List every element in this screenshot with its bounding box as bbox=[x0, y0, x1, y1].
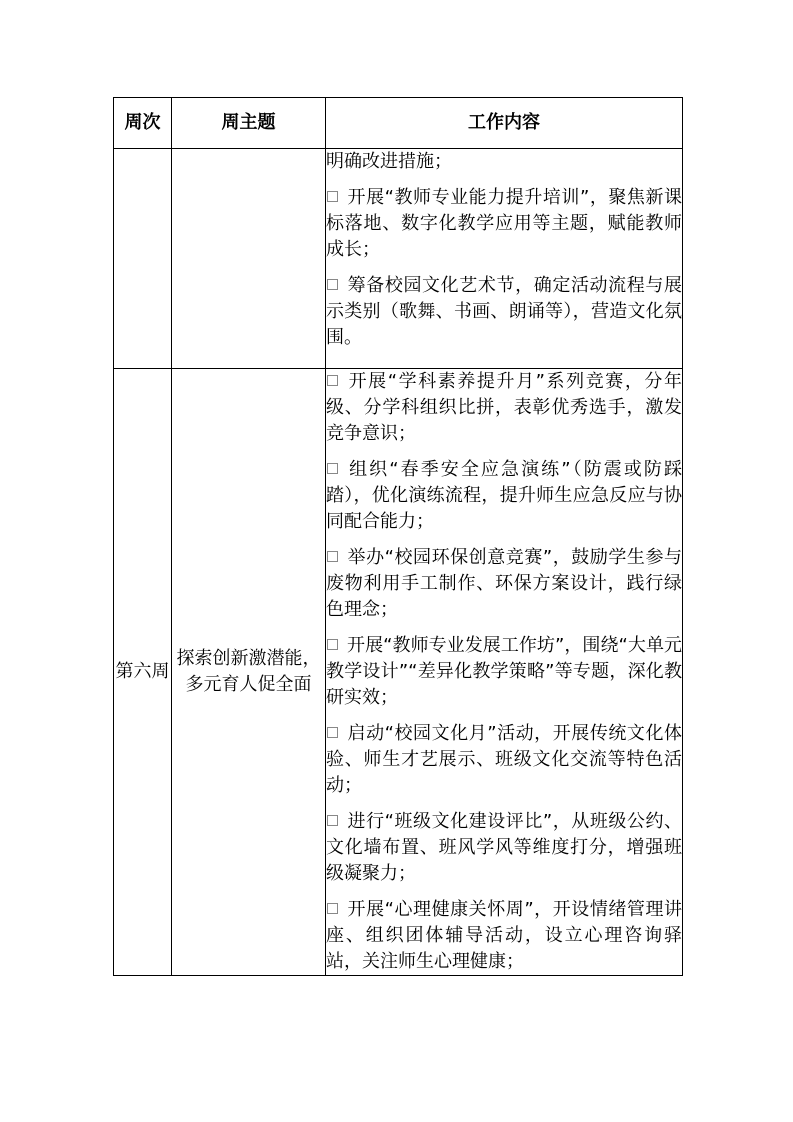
list-item-text: 组织“春季安全应急演练”（防震或防踩踏），优化演练流程，提升师生应急反应与协同配合能力； bbox=[326, 459, 682, 532]
list-item-text: 开展“教师专业发展工作坊”，围绕“大单元教学设计”“差异化教学策略”等专题，深化教研实效； bbox=[326, 635, 682, 708]
content-continued-line: 明确改进措施； bbox=[326, 151, 452, 172]
list-item bbox=[326, 633, 682, 711]
week-cell: 第六周 bbox=[114, 369, 172, 976]
list-item bbox=[326, 273, 682, 351]
checkbox-icon bbox=[327, 279, 338, 290]
checkbox-icon bbox=[327, 815, 338, 826]
list-item bbox=[326, 369, 682, 447]
list-item-text: 开展“心理健康关怀周”，开设情绪管理讲座、组织团体辅导活动，设立心理咨询驿站，关注师生心理健康； bbox=[326, 899, 682, 972]
header-theme: 周主题 bbox=[172, 98, 326, 149]
list-item bbox=[326, 721, 682, 799]
content-cell-week6 bbox=[326, 369, 683, 976]
checkbox-icon bbox=[327, 375, 338, 386]
checkbox-icon bbox=[327, 463, 338, 474]
list-item-text: 进行“班级文化建设评比”，从班级公约、文化墙布置、班风学风等维度打分，增强班级凝聚力； bbox=[326, 811, 682, 884]
list-item bbox=[326, 185, 682, 263]
list-item-text: 举办“校园环保创意竞赛”，鼓励学生参与废物利用手工制作、环保方案设计，践行绿色理念； bbox=[326, 547, 682, 620]
list-item-text: 开展“教师专业能力提升培训”，聚焦新课标落地、数字化教学应用等主题，赋能教师成长； bbox=[326, 187, 682, 260]
checkbox-icon bbox=[327, 903, 338, 914]
theme-cell-empty bbox=[172, 149, 326, 369]
theme-cell: 探索创新激潜能，多元育人促全面 bbox=[172, 369, 326, 976]
content-cell-continued bbox=[326, 149, 683, 369]
list-item-text: 开展“学科素养提升月”系列竞赛，分年级、分学科组织比拼，表彰优秀选手，激发竞争意识； bbox=[326, 371, 682, 444]
list-item-text: 启动“校园文化月”活动，开展传统文化体验、师生才艺展示、班级文化交流等特色活动； bbox=[326, 723, 682, 796]
table-row-week6 bbox=[114, 369, 683, 976]
list-item bbox=[326, 897, 682, 975]
week-cell-empty bbox=[114, 149, 172, 369]
checkbox-icon bbox=[327, 551, 338, 562]
table-row-continued bbox=[114, 149, 683, 369]
checkbox-icon bbox=[327, 727, 338, 738]
header-week: 周次 bbox=[114, 98, 172, 149]
checkbox-icon bbox=[327, 191, 338, 202]
work-plan-table bbox=[113, 97, 683, 976]
list-item bbox=[326, 545, 682, 623]
list-item bbox=[326, 809, 682, 887]
header-content: 工作内容 bbox=[326, 98, 683, 149]
list-item-text: 筹备校园文化艺术节，确定活动流程与展示类别（歌舞、书画、朗诵等），营造文化氛围。 bbox=[326, 275, 682, 348]
checkbox-icon bbox=[327, 639, 338, 650]
header-row bbox=[114, 98, 683, 149]
list-item bbox=[326, 457, 682, 535]
